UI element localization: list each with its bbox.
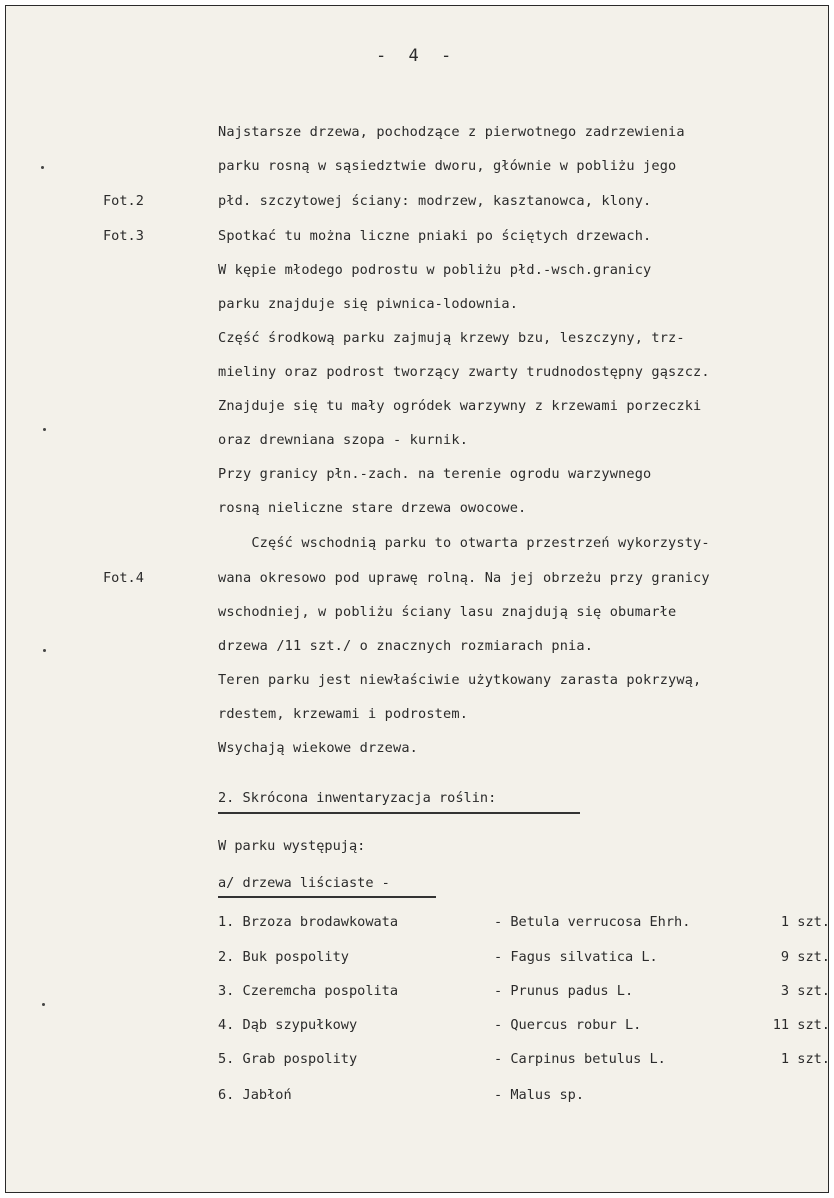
subheading-underline xyxy=(218,896,436,898)
tree-list-item xyxy=(218,983,830,1003)
tree-polish-name: 3. Czeremcha pospolita xyxy=(218,983,399,999)
subheading-deciduous: a/ drzewa liściaste - xyxy=(218,875,390,891)
tree-list-item xyxy=(218,914,830,934)
scan-speck xyxy=(42,1003,45,1006)
paragraph-line: mieliny oraz podrost tworzący zwarty trudnodostępny gąszcz. xyxy=(218,364,710,380)
tree-latin-name: - Prunus padus L. xyxy=(494,983,634,999)
tree-count: 1 szt. xyxy=(780,1051,830,1067)
paragraph-line: Teren parku jest niewłaściwie użytkowany zarasta pokrzywą, xyxy=(218,672,702,688)
document-page xyxy=(5,5,829,1193)
paragraph-line: Wsychają wiekowe drzewa. xyxy=(218,740,419,756)
section-heading: 2. Skrócona inwentaryzacja roślin: xyxy=(218,790,497,806)
intro-text: W parku występują: xyxy=(218,838,366,854)
tree-count: 9 szt. xyxy=(780,949,830,965)
margin-note-fot-2: Fot.2 xyxy=(103,193,144,209)
margin-note-fot-3: Fot.3 xyxy=(103,228,144,244)
tree-count: 1 szt. xyxy=(780,914,830,930)
paragraph-line: Znajduje się tu mały ogródek warzywny z krzewami porzeczki xyxy=(218,398,702,414)
tree-latin-name: - Betula verrucosa Ehrh. xyxy=(494,914,691,930)
tree-latin-name: - Quercus robur L. xyxy=(494,1017,642,1033)
paragraph-line: wana okresowo pod uprawę rolną. Na jej obrzeżu przy granicy xyxy=(218,570,710,586)
tree-list-item xyxy=(218,1051,830,1071)
tree-polish-name: 1. Brzoza brodawkowata xyxy=(218,914,399,930)
paragraph-line: Przy granicy płn.-zach. na terenie ogrodu warzywnego xyxy=(218,466,652,482)
paragraph-line: rosną nieliczne stare drzewa owocowe. xyxy=(218,500,527,516)
paragraph-line: drzewa /11 szt./ o znacznych rozmiarach pnia. xyxy=(218,638,594,654)
page-number: - 4 - xyxy=(376,46,458,66)
tree-count: 11 szt. xyxy=(772,1017,830,1033)
margin-note-fot-4: Fot.4 xyxy=(103,570,144,586)
tree-list-item xyxy=(218,1017,830,1037)
tree-polish-name: 5. Grab pospolity xyxy=(218,1051,358,1067)
tree-count: 3 szt. xyxy=(780,983,830,999)
section-heading-underline xyxy=(218,812,580,814)
paragraph-line: oraz drewniana szopa - kurnik. xyxy=(218,432,469,448)
tree-polish-name: 6. Jabłoń xyxy=(218,1087,292,1103)
tree-list-item xyxy=(218,949,830,969)
paragraph-line: płd. szczytowej ściany: modrzew, kasztanowca, klony. xyxy=(218,193,652,209)
scan-speck xyxy=(41,166,44,169)
paragraph-line: Część wschodnią parku to otwarta przestrzeń wykorzysty- xyxy=(218,535,710,551)
paragraph-line: rdestem, krzewami i podrostem. xyxy=(218,706,469,722)
scan-speck xyxy=(43,428,46,431)
tree-polish-name: 4. Dąb szypułkowy xyxy=(218,1017,358,1033)
paragraph-line: parku znajduje się piwnica-lodownia. xyxy=(218,296,519,312)
paragraph-line: wschodniej, w pobliżu ściany lasu znajdują się obumarłe xyxy=(218,604,677,620)
tree-polish-name: 2. Buk pospolity xyxy=(218,949,349,965)
scan-speck xyxy=(43,649,46,652)
paragraph-line: parku rosną w sąsiedztwie dworu, głównie w pobliżu jego xyxy=(218,158,677,174)
paragraph-line: W kępie młodego podrostu w pobliżu płd.-wsch.granicy xyxy=(218,262,652,278)
paragraph-line: Najstarsze drzewa, pochodzące z pierwotnego zadrzewienia xyxy=(218,124,685,140)
tree-latin-name: - Fagus silvatica L. xyxy=(494,949,658,965)
tree-latin-name: - Carpinus betulus L. xyxy=(494,1051,666,1067)
paragraph-line: Część środkową parku zajmują krzewy bzu, leszczyny, trz- xyxy=(218,330,685,346)
paragraph-line: Spotkać tu można liczne pniaki po ściętych drzewach. xyxy=(218,228,652,244)
tree-list-item xyxy=(218,1087,830,1107)
tree-latin-name: - Malus sp. xyxy=(494,1087,585,1103)
